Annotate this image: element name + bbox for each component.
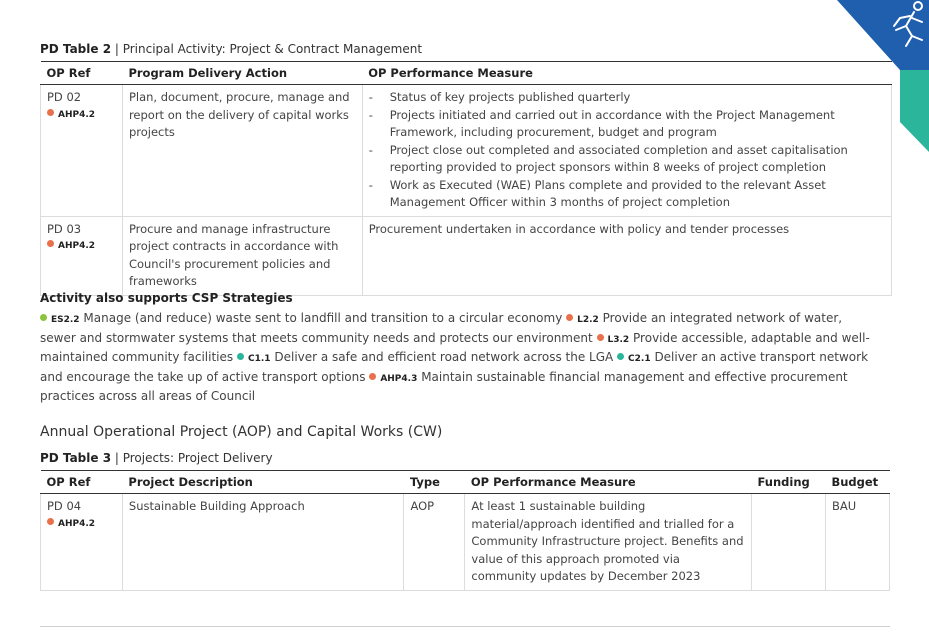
- strategy-code: AHP4.2: [58, 518, 96, 529]
- list-item: - Work as Executed (WAE) Plans complete and provided to the relevant Asset Management Officer within 3 months of project completion: [369, 177, 885, 212]
- table3-header-funding: Funding: [752, 471, 826, 494]
- table2-header-row: [41, 62, 892, 85]
- table3-header-opref: OP Ref: [41, 471, 123, 494]
- strategy-code: AHP4.2: [58, 241, 96, 251]
- strategy-code: C2.1: [628, 354, 651, 365]
- measure-cell: Procurement undertaken in accordance with policy and tender processes: [362, 216, 891, 295]
- table3: [40, 470, 890, 591]
- strategy-code: ES2.2: [51, 315, 80, 325]
- description-cell: Sustainable Building Approach: [122, 494, 404, 591]
- budget-cell: BAU: [825, 494, 889, 591]
- table2-caption: Principal Activity: Project & Contract Management: [122, 42, 423, 56]
- orange-dot-icon: [47, 240, 54, 247]
- action-cell: Plan, document, procure, manage and report on the delivery of capital works projects: [122, 85, 362, 217]
- table3-header-measure: OP Performance Measure: [465, 471, 752, 494]
- list-item: - Project close out completed and associated completion and asset capitalisation reporting provided to project sponsors within 8 weeks of project completion: [369, 142, 885, 177]
- strategy-code: AHP4.2: [58, 109, 96, 120]
- teal-dot-icon: [617, 353, 624, 360]
- orange-dot-icon: [47, 109, 54, 116]
- measure-list: [369, 89, 885, 212]
- strategy-text: Manage (and reduce) waste sent to landfill and transition to a circular economy: [83, 311, 563, 325]
- op-ref: PD 04: [47, 499, 82, 513]
- supports-item: [40, 311, 562, 325]
- strategy-text: Deliver an active transport network and encourage the take up of active transport options: [40, 350, 869, 384]
- strategy-tag: [47, 516, 116, 534]
- section-heading: Annual Operational Project (AOP) and Capital Works (CW): [40, 424, 443, 440]
- strategy-tag: [47, 107, 116, 125]
- strategy-text: Maintain sustainable financial management and effective procurement practices across all areas of Council: [40, 369, 848, 404]
- strategy-text: Provide an integrated network of water, sewer and stormwater systems that meets community needs and protects our environment: [40, 311, 843, 345]
- table3-label: PD Table 3: [40, 451, 112, 465]
- funding-cell: [752, 494, 826, 591]
- orange-dot-icon: [566, 314, 573, 321]
- table3-caption: Projects: Project Delivery: [122, 451, 273, 465]
- table3-header-description: Project Description: [122, 471, 404, 494]
- table-row: [41, 216, 892, 295]
- table3-header-row: [41, 471, 890, 494]
- op-ref-cell: [41, 85, 123, 217]
- table-row: [41, 494, 890, 591]
- table-row: [41, 85, 892, 217]
- table2-header-opref: OP Ref: [41, 62, 123, 85]
- running-person-icon: [894, 2, 922, 46]
- table2-title: PD Table 2 | Principal Activity: Project & Contract Management: [40, 42, 423, 56]
- table2-header-action: Program Delivery Action: [122, 62, 362, 85]
- strategy-code: L2.2: [577, 315, 599, 325]
- op-ref: PD 02: [47, 90, 82, 104]
- supports-text: [40, 310, 880, 406]
- orange-dot-icon: [369, 373, 376, 380]
- op-ref-cell: [41, 494, 123, 591]
- action-cell: Procure and manage infrastructure project contracts in accordance with Council's procurement policies and frameworks: [122, 216, 362, 295]
- op-ref-cell: [41, 216, 123, 295]
- strategy-code: AHP4.3: [380, 373, 418, 384]
- green-dot-icon: [40, 314, 47, 321]
- table2-header-measure: OP Performance Measure: [362, 62, 891, 85]
- teal-dot-icon: [237, 353, 244, 360]
- table2-label: PD Table 2: [40, 42, 112, 56]
- table3-title: PD Table 3 | Projects: Project Delivery: [40, 451, 273, 465]
- list-item: - Status of key projects published quarterly: [369, 89, 885, 107]
- strategy-text: Deliver a safe and efficient road network across the LGA: [274, 350, 614, 365]
- measure-cell: At least 1 sustainable building material/approach identified and trialled for a Community Infrastructure project. Benefits and value of this approach promoted via community updates by December 2023: [465, 494, 752, 591]
- supports-item: [237, 350, 613, 364]
- strategy-code: L3.2: [607, 334, 630, 345]
- orange-dot-icon: [597, 334, 604, 341]
- table3-header-type: Type: [404, 471, 465, 494]
- table2: [40, 61, 892, 296]
- type-cell: AOP: [404, 494, 465, 591]
- measure-cell: [362, 85, 891, 217]
- orange-dot-icon: [47, 518, 54, 525]
- op-ref: PD 03: [47, 221, 82, 236]
- supports-heading: Activity also supports CSP Strategies: [40, 291, 293, 305]
- list-item: - Projects initiated and carried out in accordance with the Project Management Framework, including procurement, budget and program: [369, 107, 885, 142]
- strategy-text: Provide accessible, adaptable and well-maintained community facilities: [40, 330, 870, 365]
- strategy-tag: [47, 238, 116, 256]
- footer-divider: [40, 626, 890, 627]
- strategy-code: C1.1: [247, 354, 271, 365]
- table3-header-budget: Budget: [825, 471, 889, 494]
